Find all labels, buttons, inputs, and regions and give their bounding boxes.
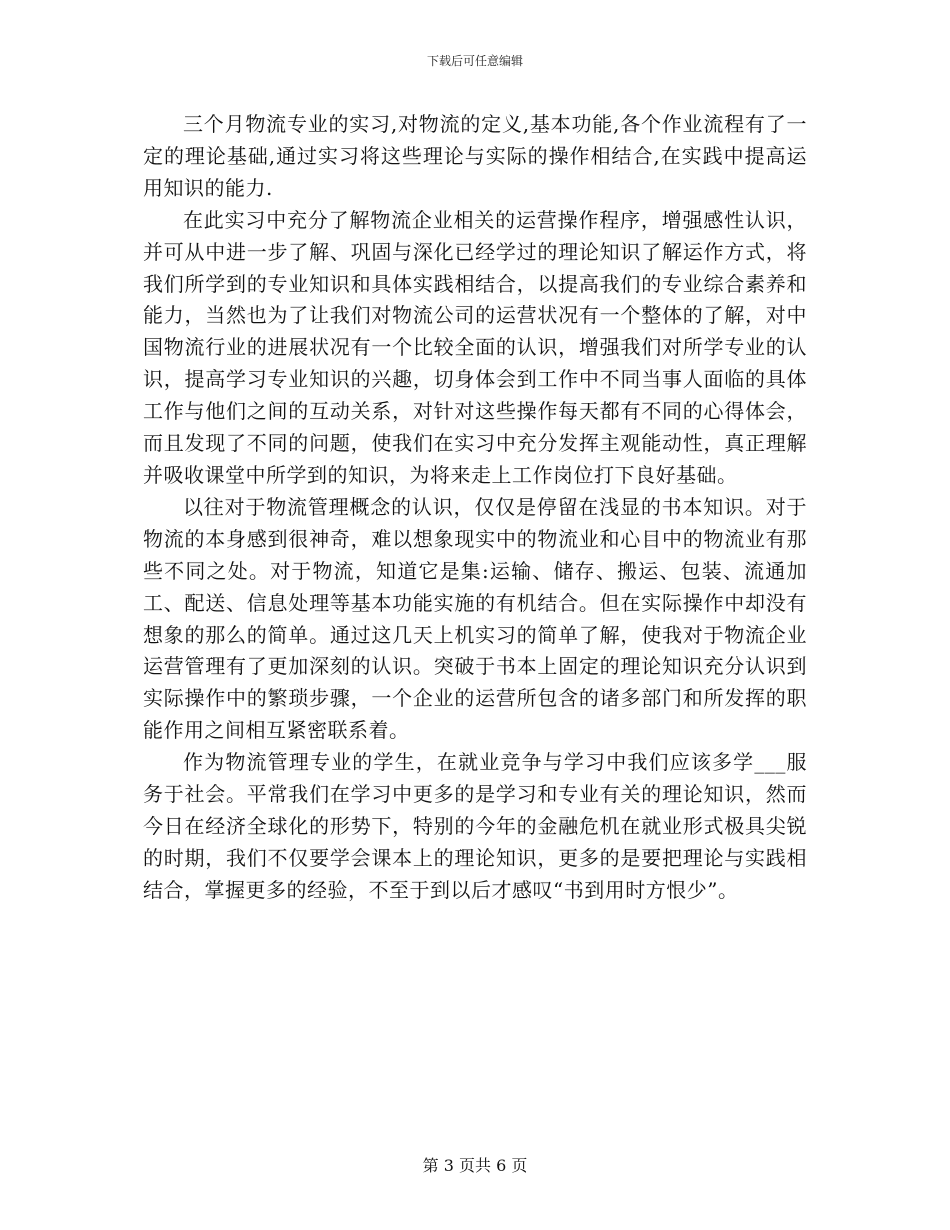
page-footer: 第 3 页共 6 页 bbox=[422, 1156, 528, 1175]
page-header: 下载后可任意编辑 bbox=[426, 54, 523, 68]
paragraph-2: 在此实习中充分了解物流企业相关的运营操作程序，增强感性认识，并可从中进一步了解、巩固与深化已经学过的理论知识了解运作方式，将我们所学到的专业知识和具体实践相结合，以提高我们的专业综合素养和能力，当然也为了让我们对物流公司的运营状况有一个整体的了解，对中国物流行业的进展状况有一个比较全面的认识，增强我们对所学专业的认识，提高学习专业知识的兴趣，切身体会到工作中不同当事人面临的具体工作与他们之间的互动关系，对针对这些操作每天都有不同的心得体会，而且发现了不同的问题，使我们在实习中充分发挥主观能动性，真正理解并吸收课堂中所学到的知识，为将来走上工作岗位打下良好基础。 bbox=[143, 207, 807, 487]
paragraph-1: 三个月物流专业的实习,对物流的定义,基本功能,各个作业流程有了一定的理论基础,通过实习将这些理论与实际的操作相结合,在实践中提高运用知识的能力. bbox=[143, 112, 807, 200]
paragraph-3: 以往对于物流管理概念的认识，仅仅是停留在浅显的书本知识。对于物流的本身感到很神奇，难以想象现实中的物流业和心目中的物流业有那些不同之处。对于物流，知道它是集:运输、储存、搬运、包装、流通加工、配送、信息处理等基本功能实施的有机结合。但在实际操作中却没有想象的那么的简单。通过这几天上机实习的简单了解，使我对于物流企业运营管理有了更加深刻的认识。突破于书本上固定的理论知识充分认识到实际操作中的繁琐步骤，一个企业的运营所包含的诸多部门和所发挥的职能作用之间相互紧密联系着。 bbox=[143, 494, 807, 743]
document-body bbox=[143, 109, 807, 907]
paragraph-4: 作为物流管理专业的学生，在就业竞争与学习中我们应该多学___服务于社会。平常我们在学习中更多的是学习和专业有关的理论知识，然而今日在经济全球化的形势下，特别的今年的金融危机在就业形式极具尖锐的时期，我们不仅要学会课本上的理论知识，更多的是要把理论与实践相结合，掌握更多的经验，不至于到以后才感叹“书到用时方恨少”。 bbox=[143, 750, 807, 902]
